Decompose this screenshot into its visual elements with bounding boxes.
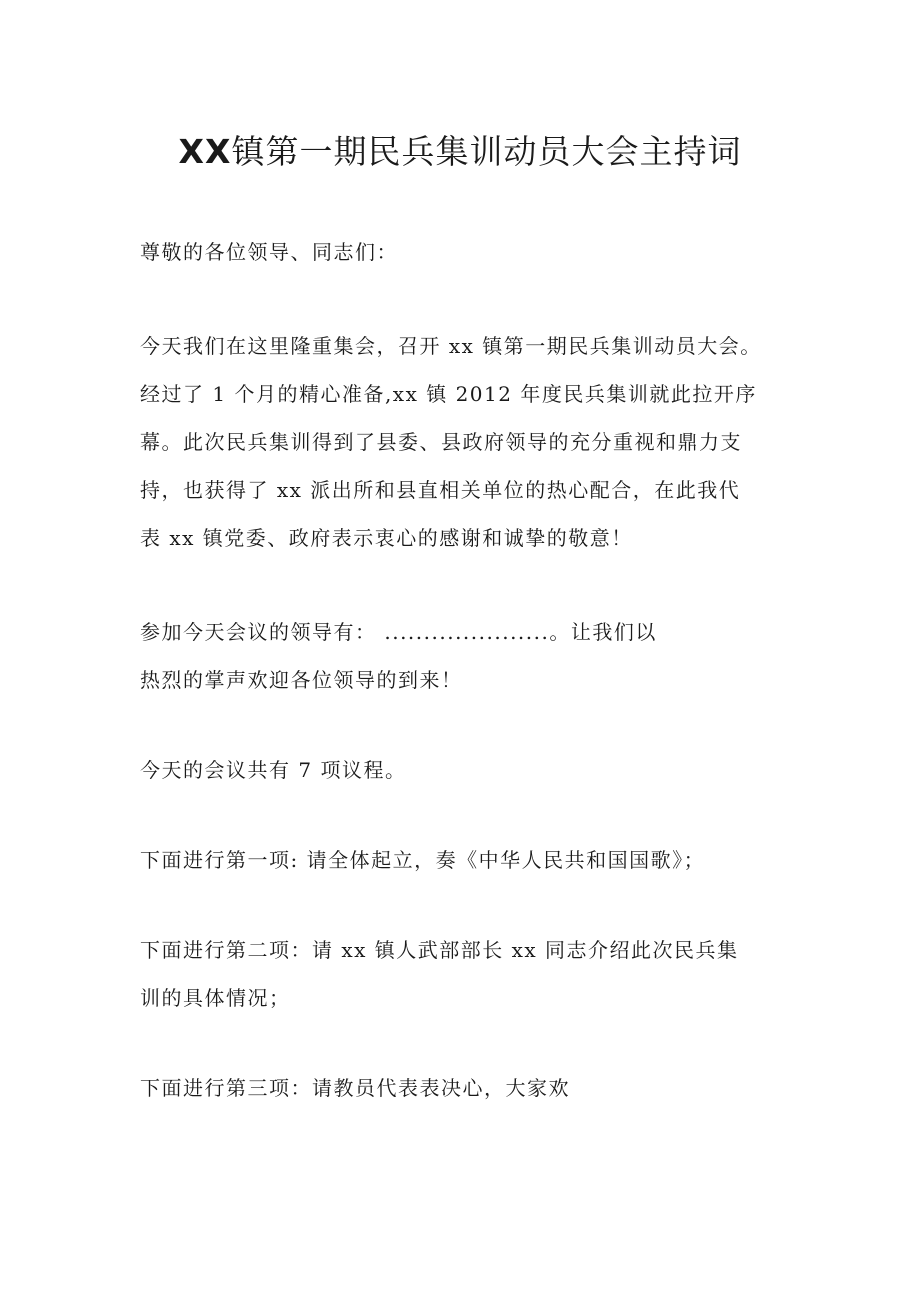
text-line: 尊敬的各位领导、同志们： xyxy=(140,240,398,264)
document-body xyxy=(140,228,800,1112)
document-title xyxy=(0,128,920,176)
text-line: 下面进行第一项: 请全体起立，奏《中华人民共和国国歌》； xyxy=(140,848,706,872)
paragraph-salutation xyxy=(140,228,800,276)
text-line: 下面进行第二项：请 xx 镇人武部部长 xx 同志介绍此次民兵集 xyxy=(140,938,739,962)
title-text: 镇第一期民兵集训动员大会主持词 xyxy=(231,132,742,171)
text-line: 训的具体情况； xyxy=(140,986,291,1010)
text-line: 持，也获得了 xx 派出所和县直相关单位的热心配合，在此我代 xyxy=(140,478,741,502)
paragraph-agenda-count xyxy=(140,746,800,794)
text-line: 下面进行第三项：请教员代表表决心，大家欢 xyxy=(140,1076,570,1100)
text-line: 表 xx 镇党委、政府表示衷心的感谢和诚挚的敬意！ xyxy=(140,526,633,550)
text-line: 热烈的掌声欢迎各位领导的到来！ xyxy=(140,668,463,692)
paragraph-agenda-item-2 xyxy=(140,926,800,1022)
paragraph-leaders xyxy=(140,608,800,704)
text-line: 幕。此次民兵集训得到了县委、县政府领导的充分重视和鼎力支 xyxy=(140,430,742,454)
paragraph-agenda-item-3 xyxy=(140,1064,800,1112)
paragraph-agenda-item-1 xyxy=(140,836,800,884)
paragraph-opening xyxy=(140,322,800,562)
title-prefix: XX xyxy=(178,132,232,171)
text-line: 今天的会议共有 7 项议程。 xyxy=(140,758,407,782)
text-line: 今天我们在这里隆重集会，召开 xx 镇第一期民兵集训动员大会。 xyxy=(140,334,762,358)
text-line: 经过了 1 个月的精心准备,xx 镇 2012 年度民兵集训就此拉开序 xyxy=(140,382,757,406)
text-line: 参加今天会议的领导有： .....................。让我们以 xyxy=(140,620,657,644)
